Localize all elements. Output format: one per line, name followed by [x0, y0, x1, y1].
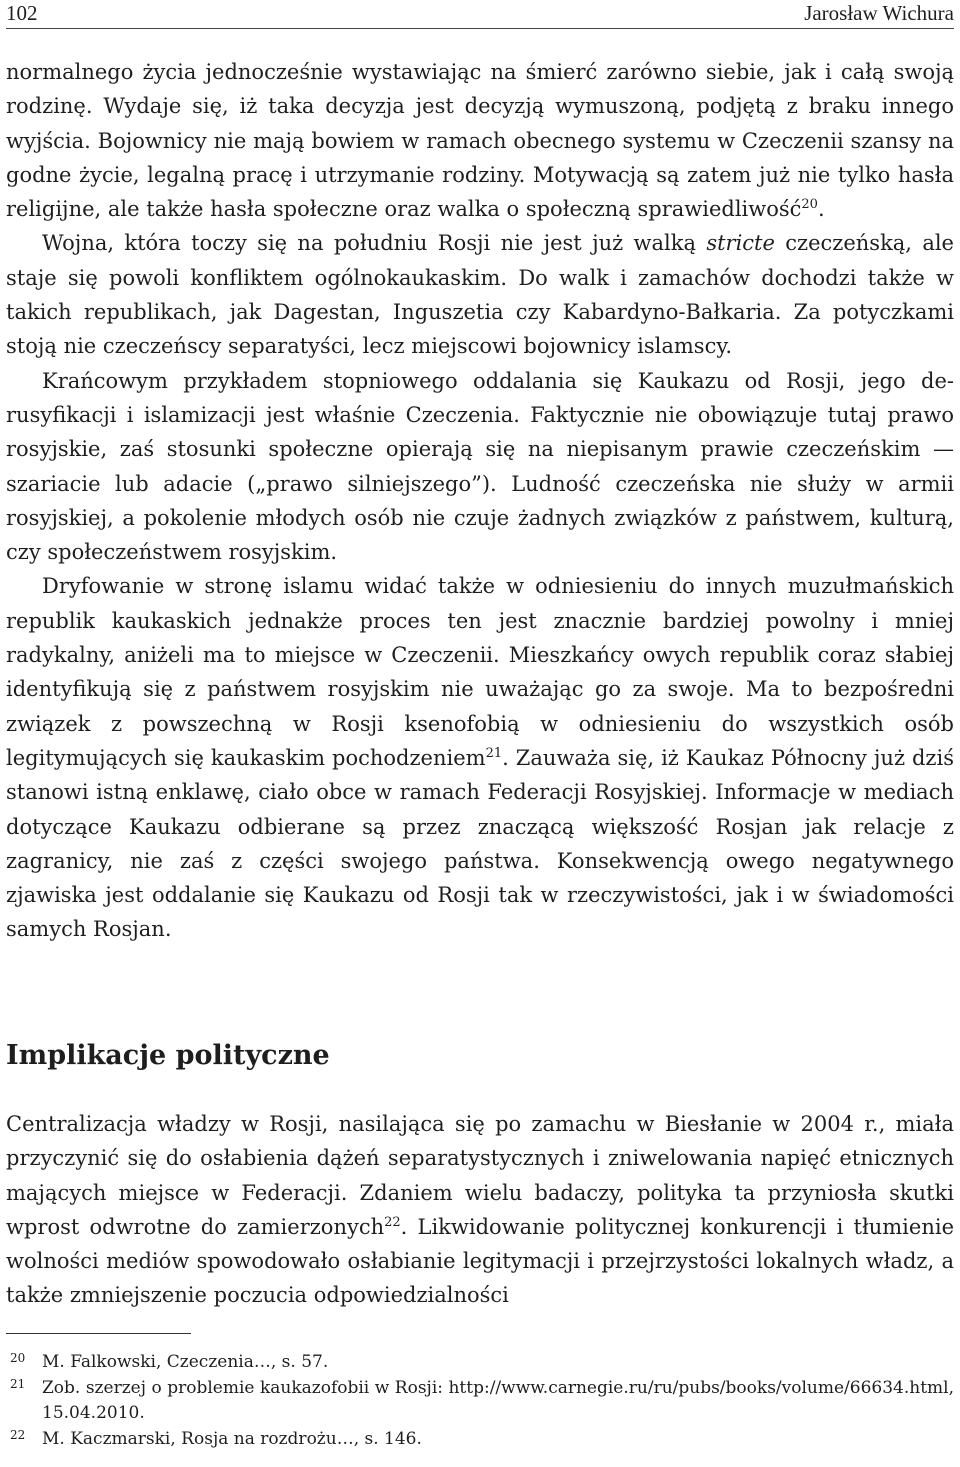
paragraph-1 [6, 55, 954, 226]
paragraph-2-text-start: Wojna, która toczy się na południu Rosji nie jest już walką [42, 231, 707, 256]
running-head-author: Jarosław Wichura [804, 1, 954, 25]
footnote-ref-22[interactable]: 22 [384, 1214, 401, 1230]
footnote-20 [6, 1350, 954, 1376]
paragraph-1-end: . [817, 197, 825, 222]
footnote-22 [6, 1427, 954, 1453]
footnote-marker: 21 [10, 1376, 26, 1391]
footnotes [6, 1350, 954, 1452]
main-section-text [6, 55, 954, 947]
footnote-marker: 20 [10, 1351, 26, 1365]
footnote-ref-21[interactable]: 21 [485, 745, 503, 761]
paragraph-4-text: Dryfowanie w stronę islamu widać także w odniesieniu do innych muzułmańskich republik kaukaskich jednakże proces ten jest znacznie bardziej powolny i mniej radykalny, aniżeli ma to miejsce w Czeczenii. Mieszkańcy owych republik coraz słabiej identyfikują się z państwem rosyjskim nie uważając go za swoje. Ma to bezpośredni związek z powszechną w Rosji ksenofobią w odniesieniu do wszystkich osób legitymujących się kaukaskim pochodzeniem [6, 574, 954, 770]
footnote-marker: 22 [10, 1427, 26, 1442]
implications-paragraph-1-text-end: . Likwidowanie politycznej konkurencji i tłumienie wolności mediów spowodowało osłabianie legitymacji i przejrzystości lokalnych władz, a także zmniejszenie poczucia odpowiedzialności [6, 1214, 954, 1308]
footnote-21 [6, 1376, 954, 1427]
footnote-separator [6, 1333, 191, 1334]
implications-section-text [6, 1107, 954, 1313]
italic-term-stricte: stricte [706, 231, 775, 256]
footnote-ref-20[interactable]: 20 [801, 197, 818, 213]
footnote-text: M. Falkowski, Czeczenia…, s. 57. [42, 1352, 329, 1372]
implications-paragraph-1-text: Centralizacja władzy w Rosji, nasilająca się po zamachu w Biesłanie w 2004 r., miała przyczynić się do osłabienia dążeń separatystycznych i zniwelowania napięć etnicznych mających miejsce w Federacji. Zdaniem wielu badaczy, polityka ta przyniosła skutki wprost odwrotne do zamierzonych [6, 1112, 954, 1239]
footnote-text: Zob. szerzej o problemie kaukazofobii w Rosji: http://www.carnegie.ru/ru/pubs/books/volume/66634.html, 15.04.2010. [42, 1377, 954, 1423]
paragraph-3-text: Krańcowym przykładem stopniowego oddalania się Kaukazu od Rosji, jego derusyfikacji i islamizacji jest właśnie Czeczenia. Faktycznie nie obowiązuje tutaj prawo rosyjskie, zaś stosunki społeczne opierają się na niepisanym prawie czeczeńskim — szariacie lub adacie („prawo silniejszego”). Ludność czeczeńska nie służy w armii rosyjskiej, a pokolenie młodych osób nie czuje żadnych związków z państwem, kulturą, czy społeczeństwem rosyjskim. [6, 368, 954, 565]
section-heading: Implikacje polityczne [6, 1040, 330, 1071]
paragraph-3 [6, 364, 954, 570]
running-head [6, 0, 954, 29]
footnote-text: M. Kaczmarski, Rosja na rozdrożu…, s. 146. [42, 1428, 422, 1449]
page-number: 102 [6, 1, 38, 25]
paragraph-4 [6, 569, 954, 946]
paragraph-2 [6, 226, 954, 363]
implications-paragraph-1 [6, 1107, 954, 1313]
paragraph-4-text-end: . Zauważa się, iż Kaukaz Północny już dziś stanowi istną enklawę, ciało obce w ramach Federacji Rosyjskiej. Informacje w mediach dotyczące Kaukazu odbierane są przez znaczącą większość Rosjan jak relacje z zagranicy, nie zaś z części swojego państwa. Konsekwencją owego negatywnego zjawiska jest oddalanie się Kaukazu od Rosji tak w rzeczywistości, jak i w świadomości samych Rosjan. [6, 745, 954, 942]
paragraph-1-text: normalnego życia jednocześnie wystawiając na śmierć zarówno siebie, jak i całą swoją rodzinę. Wydaje się, iż taka decyzja jest decyzją wymuszoną, podjętą z braku innego wyjścia. Bojownicy nie mają bowiem w ramach obecnego systemu w Czeczenii szansy na godne życie, legalną pracę i utrzymanie rodziny. Motywacją są zatem już nie tylko hasła religijne, ale także hasła społeczne oraz walka o społeczną sprawiedliwość [6, 60, 954, 222]
paragraph-2-text-end: czeczeńską, ale staje się powoli konfliktem ogólnokaukaskim. Do walk i zamachów dochodzi także w takich republikach, jak Dagestan, Inguszetia czy Kabardyno-Bałkaria. Za potyczkami stoją nie czeczeńscy separatyści, lecz miejscowi bojownicy islamscy. [6, 231, 954, 359]
